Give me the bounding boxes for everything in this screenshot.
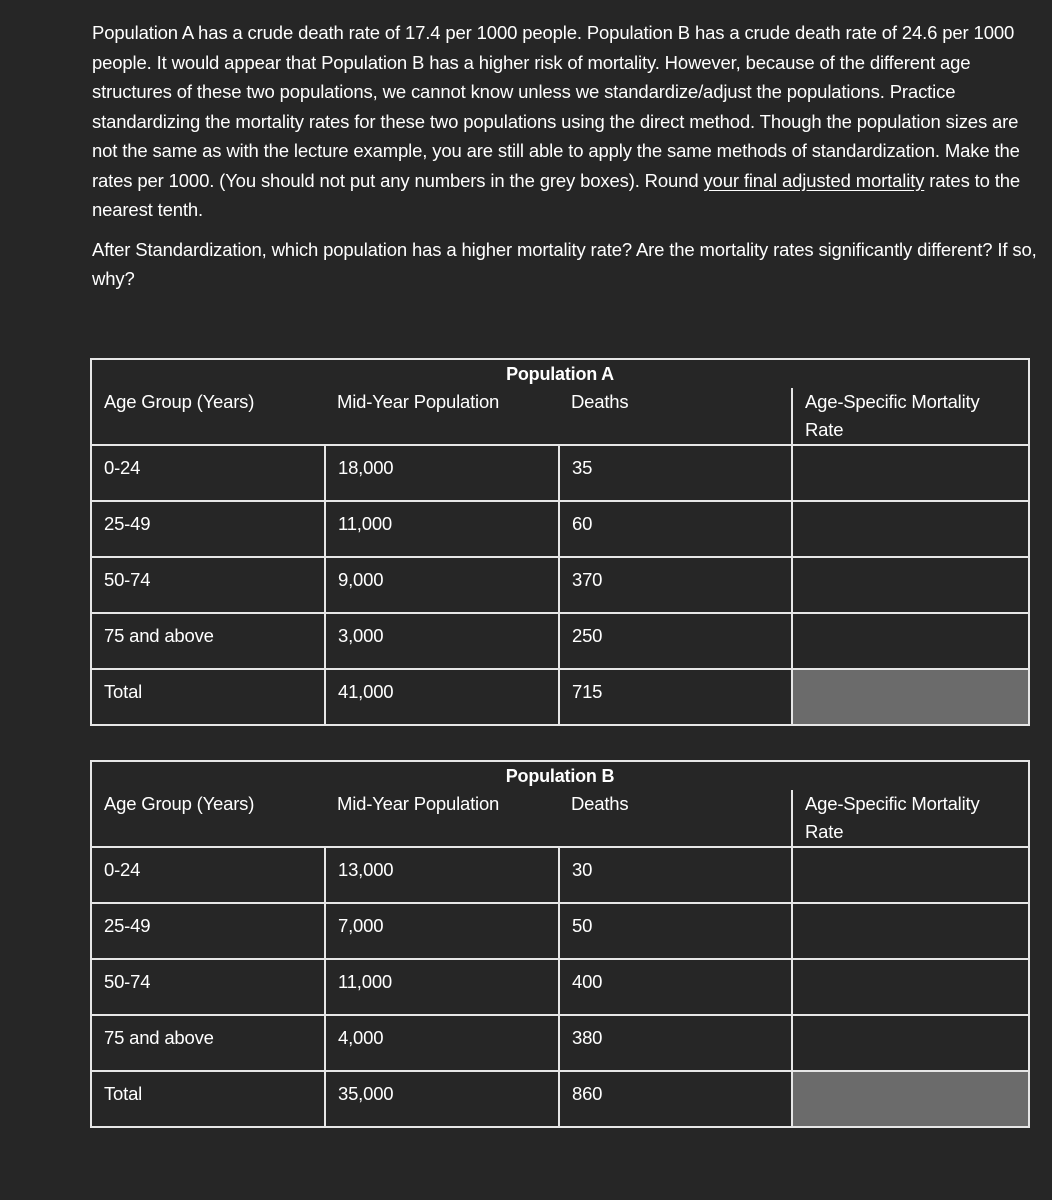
table-row: [91, 613, 1029, 669]
header-age-group: Age Group (Years): [91, 790, 325, 847]
rate-input-cell[interactable]: [792, 903, 1029, 959]
deaths-cell: 400: [559, 959, 792, 1015]
instructions: [92, 18, 1037, 294]
instructions-paragraph-1: [92, 18, 1037, 225]
population-b-title-row: [91, 761, 1029, 790]
rate-input-cell[interactable]: [792, 613, 1029, 669]
population-cell: 9,000: [325, 557, 559, 613]
age-group-cell: 25-49: [91, 903, 325, 959]
rate-input-cell[interactable]: [792, 1015, 1029, 1071]
deaths-cell: 35: [559, 445, 792, 501]
rate-input-cell[interactable]: [792, 959, 1029, 1015]
header-age-group: Age Group (Years): [91, 388, 325, 445]
total-row: [91, 669, 1029, 725]
population-a-title-row: [91, 359, 1029, 388]
age-group-cell: Total: [91, 669, 325, 725]
instructions-paragraph-2: After Standardization, which population has a higher mortality rate? Are the mortality rates significantly different? If so, why?: [92, 238, 1037, 289]
table-row: [91, 445, 1029, 501]
instructions-text-b: rates to the nearest tenth.: [92, 169, 1021, 220]
population-a-header-row: [91, 388, 1029, 445]
header-mid-year-population: Mid-Year Population: [325, 388, 559, 445]
table-row: [91, 903, 1029, 959]
deaths-cell: 715: [559, 669, 792, 725]
population-a-title: Population A: [91, 359, 1029, 388]
instructions-text-a: Population A has a crude death rate of 17.4 per 1000 people. Population B has a crude death rate of 24.6 per 1000 people. It would appear that Population B has a higher risk of mortality. However, because of the different age structures of these two populations, we cannot know unless we standardize/adjust the populations. Practice standardizing the mortality rates for these two populations using the direct method. Though the population sizes are not the same as with the lecture example, you are still able to apply the same methods of standardization. Make the rates per 1000. (You should not put any numbers in the grey boxes). Round: [92, 22, 1020, 191]
age-group-cell: 0-24: [91, 445, 325, 501]
age-group-cell: 50-74: [91, 959, 325, 1015]
rate-input-cell[interactable]: [792, 445, 1029, 501]
header-age-specific-mortality-rate: Age-Specific Mortality Rate: [792, 790, 1029, 847]
table-row: [91, 1015, 1029, 1071]
table-row: [91, 847, 1029, 903]
header-age-specific-mortality-rate: Age-Specific Mortality Rate: [792, 388, 1029, 445]
population-cell: 4,000: [325, 1015, 559, 1071]
grey-box: [792, 669, 1029, 725]
population-b-table: [90, 760, 1030, 1128]
rate-input-cell[interactable]: [792, 557, 1029, 613]
deaths-cell: 30: [559, 847, 792, 903]
age-group-cell: Total: [91, 1071, 325, 1127]
deaths-cell: 860: [559, 1071, 792, 1127]
population-cell: 11,000: [325, 959, 559, 1015]
table-row: [91, 501, 1029, 557]
table-row: [91, 959, 1029, 1015]
deaths-cell: 250: [559, 613, 792, 669]
total-row: [91, 1071, 1029, 1127]
rate-input-cell[interactable]: [792, 847, 1029, 903]
population-a-table: [90, 358, 1030, 726]
population-cell: 41,000: [325, 669, 559, 725]
header-deaths: Deaths: [559, 790, 792, 847]
age-group-cell: 75 and above: [91, 613, 325, 669]
population-cell: 7,000: [325, 903, 559, 959]
age-group-cell: 50-74: [91, 557, 325, 613]
population-cell: 13,000: [325, 847, 559, 903]
population-cell: 3,000: [325, 613, 559, 669]
population-b-header-row: [91, 790, 1029, 847]
age-group-cell: 25-49: [91, 501, 325, 557]
instructions-underlined-text: your final adjusted mortality: [703, 169, 925, 191]
grey-box: [792, 1071, 1029, 1127]
deaths-cell: 380: [559, 1015, 792, 1071]
population-b-title: Population B: [91, 761, 1029, 790]
deaths-cell: 60: [559, 501, 792, 557]
deaths-cell: 370: [559, 557, 792, 613]
header-deaths: Deaths: [559, 388, 792, 445]
age-group-cell: 0-24: [91, 847, 325, 903]
population-cell: 35,000: [325, 1071, 559, 1127]
rate-input-cell[interactable]: [792, 501, 1029, 557]
header-mid-year-population: Mid-Year Population: [325, 790, 559, 847]
age-group-cell: 75 and above: [91, 1015, 325, 1071]
population-cell: 11,000: [325, 501, 559, 557]
population-cell: 18,000: [325, 445, 559, 501]
deaths-cell: 50: [559, 903, 792, 959]
table-row: [91, 557, 1029, 613]
